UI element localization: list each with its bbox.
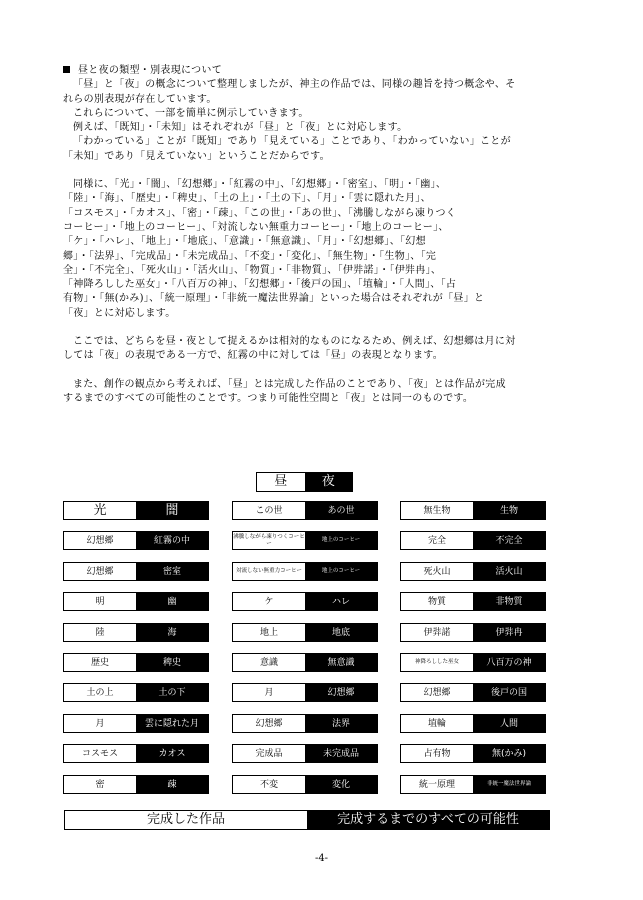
day-term: 無生物	[423, 505, 451, 516]
page-number: -4-	[314, 853, 329, 864]
day-term: 不変	[259, 779, 278, 790]
day-term: 統一原理	[418, 779, 455, 790]
night-term: 土の下	[136, 684, 208, 701]
pair-box	[63, 744, 209, 763]
pair-box	[63, 623, 209, 642]
paragraph-line: 「わかっている」ことが「既知」であり「見えている」ことであり、「わかっていない」ことが	[73, 136, 511, 148]
day-term: コスモス	[81, 748, 118, 759]
night-term: 生物	[473, 502, 545, 519]
day-term: 幻想郷	[86, 566, 114, 577]
day-term: この世	[255, 505, 283, 516]
paragraph-line: 同様に、「光」・「闇」、「幻想郷」・「紅霧の中」、「幻想郷」・「密室」、「明」・「幽」、	[73, 179, 447, 191]
night-term: 紅霧の中	[136, 532, 208, 549]
paragraph-gap	[63, 364, 583, 378]
pair-box	[232, 653, 378, 672]
pair-box	[400, 775, 546, 794]
night-term: 不完全	[473, 532, 545, 549]
pair-box	[232, 592, 378, 611]
day-term: 幻想郷	[423, 687, 451, 698]
paragraph-line: しては「夜」の表現である一方で、紅霧の中に対しては「昼」の表現となります。	[63, 350, 444, 362]
paragraph-line: 「夜」とに対応します。	[63, 307, 176, 319]
diagram-header	[256, 472, 353, 492]
paragraph-line: コーヒー」・「地上のコーヒー」、「対流しない無重力コーヒー」・「地上のコーヒー」、	[63, 221, 449, 233]
paragraph-line: 例えば、「既知」・「未知」はそれぞれが「昼」と「夜」とに対応します。	[73, 122, 408, 134]
paragraph-line: 「コスモス」・「カオス」、「密」・「疎」、「この世」・「あの世」、「沸騰しながら凍りつく	[63, 207, 457, 219]
night-term: 雲に隠れた月	[136, 715, 208, 732]
paragraph-line: するまでのすべての可能性のことです。つまり可能性空間と「夜」とは同一のものです。	[63, 392, 474, 404]
day-term: 沸騰しながら凍りつくコーヒー	[233, 534, 305, 547]
day-term: 死火山	[423, 566, 451, 577]
day-term: 神降ろしした巫女	[414, 659, 459, 666]
pair-box	[63, 592, 209, 611]
day-term: 土の上	[86, 687, 114, 698]
day-term: 光	[93, 502, 107, 518]
night-term: 後戸の国	[473, 684, 545, 701]
day-term: 物質	[427, 596, 446, 607]
night-term: 幽	[136, 593, 208, 610]
night-term: 地上のコーヒー	[305, 563, 377, 580]
night-term: 法界	[305, 715, 377, 732]
day-term: 意識	[259, 657, 278, 668]
night-term: 非統一魔法世界論	[473, 776, 545, 793]
pair-box	[400, 592, 546, 611]
paragraph-line: 「昼」と「夜」の概念について整理しましたが、神主の作品では、同様の趣旨を持つ概念や、そ	[73, 79, 516, 91]
day-term: 地上	[259, 627, 278, 638]
pair-box	[232, 623, 378, 642]
night-term: 幻想郷	[305, 684, 377, 701]
day-term: 密	[95, 779, 105, 790]
paragraph-line: ここでは、どちらを昼・夜として捉えるかは相対的なものになるため、例えば、幻想郷は月に対	[73, 336, 516, 348]
pair-box	[400, 531, 546, 550]
night-term: 無意識	[305, 654, 377, 671]
day-term: 完全	[427, 535, 446, 546]
day-term: 幻想郷	[255, 718, 283, 729]
paragraph-line: 有物」・「無(かみ)」、「統一原理」・「非統一魔法世界論」といった場合はそれぞれが「昼」と	[63, 293, 485, 305]
pair-box	[400, 714, 546, 733]
night-term: 疎	[136, 776, 208, 793]
pair-box	[400, 744, 546, 763]
night-term: ハレ	[305, 593, 377, 610]
pair-box	[232, 531, 378, 550]
night-term: 未完成品	[305, 745, 377, 762]
pair-box	[63, 653, 209, 672]
day-term: 歴史	[90, 657, 109, 668]
body-paragraphs	[63, 78, 583, 406]
day-term: 完成品	[255, 748, 283, 759]
paragraph-line: れらの別表現が存在しています。	[63, 93, 217, 105]
pair-box	[232, 562, 378, 581]
day-term: 陸	[95, 627, 105, 638]
day-term: ケ	[264, 596, 274, 607]
night-term: 密室	[136, 563, 208, 580]
pair-box	[232, 683, 378, 702]
section-heading: 昼と夜の類型・別表現について	[63, 64, 583, 78]
night-term: 伊弉冉	[473, 624, 545, 641]
night-term: 人間	[473, 715, 545, 732]
night-term: 八百万の神	[473, 654, 545, 671]
pair-box	[232, 714, 378, 733]
pair-box	[400, 653, 546, 672]
pair-box	[232, 744, 378, 763]
pair-box	[63, 775, 209, 794]
footer-night-label: 完成するまでのすべての可能性	[307, 811, 549, 829]
night-term: あの世	[305, 502, 377, 519]
header-day-label: 昼	[274, 474, 288, 489]
diagram-footer	[64, 810, 550, 830]
night-term: 地上のコーヒー	[305, 532, 377, 549]
paragraph-line: また、創作の観点から考えれば、「昼」とは完成した作品のことであり、「夜」とは作品が完成	[73, 378, 506, 390]
paragraph-line: 郷」・「法界」、「完成品」・「未完成品」、「不変」・「変化」、「無生物」・「生物」、「完	[63, 250, 437, 262]
square-bullet-icon	[63, 66, 70, 73]
paragraph-line: 「ケ」・「ハレ」、「地上」・「地底」、「意識」・「無意識」、「月」・「幻想郷」、「幻想	[63, 236, 426, 248]
pair-box	[400, 623, 546, 642]
pair-box	[232, 775, 378, 794]
night-term: カオス	[136, 745, 208, 762]
day-term: 伊弉諾	[423, 627, 451, 638]
day-term: 月	[95, 718, 105, 729]
night-term: 無(かみ)	[473, 745, 545, 762]
night-term: 変化	[305, 776, 377, 793]
day-term: 月	[264, 687, 274, 698]
paragraph-gap	[63, 321, 583, 335]
day-term: 明	[95, 596, 105, 607]
day-term: 対流しない無重力コーヒー	[236, 568, 302, 575]
header-night-label: 夜	[305, 473, 353, 491]
paragraph-line: 「陸」・「海」、「歴史」・「稗史」、「土の上」・「土の下」、「月」・「雲に隠れた月」、	[63, 193, 431, 205]
night-term: 稗史	[136, 654, 208, 671]
day-term: 埴輪	[427, 718, 446, 729]
pair-box	[400, 683, 546, 702]
pair-box	[63, 501, 209, 520]
pair-box	[63, 562, 209, 581]
pair-box	[63, 683, 209, 702]
paragraph-line: これらについて、一部を簡単に例示していきます。	[73, 107, 309, 119]
day-term: 幻想郷	[86, 535, 114, 546]
pair-box	[63, 714, 209, 733]
pair-box	[232, 501, 378, 520]
night-term: 海	[136, 624, 208, 641]
pair-box	[400, 562, 546, 581]
night-term: 地底	[305, 624, 377, 641]
document-text	[63, 64, 583, 406]
night-term: 非物質	[473, 593, 545, 610]
paragraph-line: 「未知」であり「見えていない」ということだからです。	[63, 150, 330, 162]
pair-box	[63, 531, 209, 550]
night-term: 活火山	[473, 563, 545, 580]
pair-box	[400, 501, 546, 520]
day-term: 占有物	[423, 748, 451, 759]
paragraph-line: 全」・「不完全」、「死火山」・「活火山」、「物質」・「非物質」、「伊弉諾」・「伊弉冉」、	[63, 264, 442, 276]
paragraph-gap	[63, 164, 583, 178]
paragraph-line: 「神降ろしした巫女」・「八百万の神」、「幻想郷」・「後戸の国」、「埴輪」・「人間」、「占	[63, 279, 457, 291]
footer-day-label: 完成した作品	[146, 812, 225, 827]
night-term: 闇	[136, 502, 208, 519]
